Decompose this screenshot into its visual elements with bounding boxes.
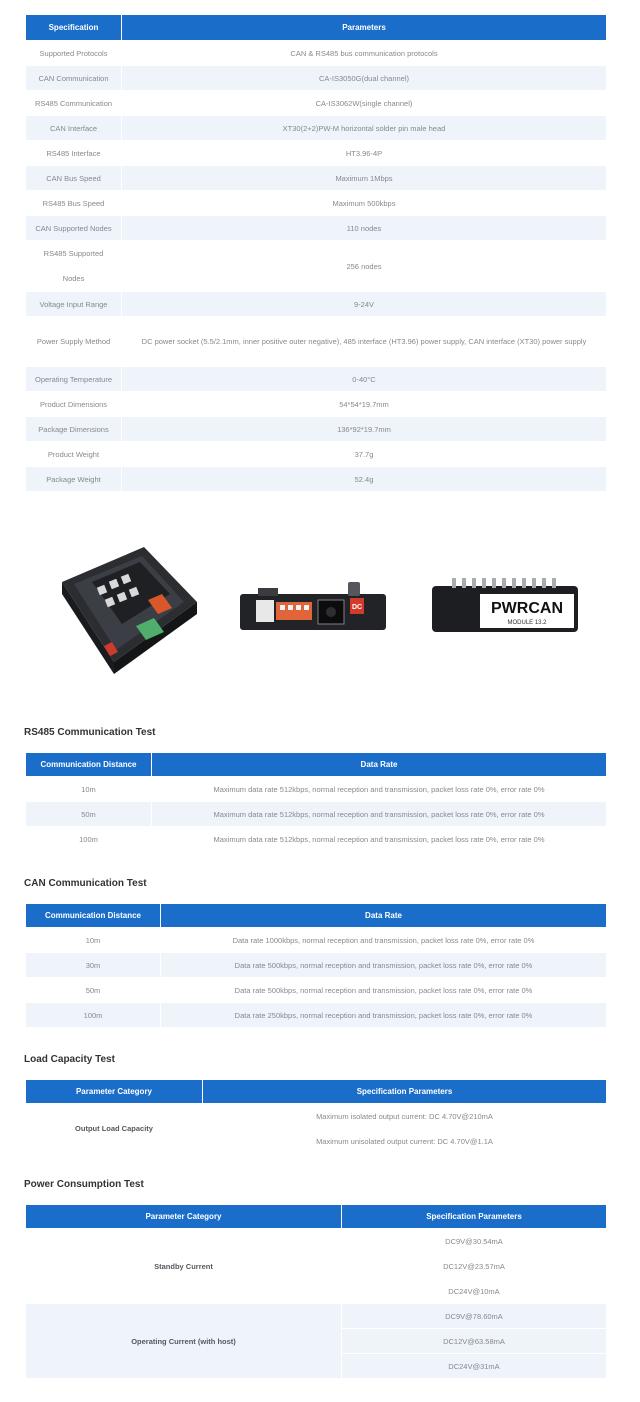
- distance-cell: 50m: [26, 802, 152, 827]
- spec-value: 9-24V: [122, 292, 607, 317]
- rate-cell: Data rate 250kbps, normal reception and transmission, packet loss rate 0%, error rate 0%: [161, 1003, 607, 1028]
- spec-value: XT30(2+2)PW-M horizontal solder pin male head: [122, 116, 607, 141]
- rate-cell: Data rate 500kbps, normal reception and transmission, packet loss rate 0%, error rate 0%: [161, 953, 607, 978]
- rate-cell: Data rate 1000kbps, normal reception and transmission, packet loss rate 0%, error rate 0%: [161, 928, 607, 953]
- rate-cell: Data rate 500kbps, normal reception and transmission, packet loss rate 0%, error rate 0%: [161, 978, 607, 1003]
- rate-cell: Maximum data rate 512kbps, normal reception and transmission, packet loss rate 0%, error rate 0%: [152, 777, 607, 802]
- spec-label: Product Weight: [26, 442, 122, 467]
- spec-table: [25, 14, 607, 492]
- parameter-cell: Maximum isolated output current: DC 4.70V@210mA: [203, 1104, 607, 1129]
- table-row: [26, 928, 607, 953]
- spec-value: 54*54*19.7mm: [122, 392, 607, 417]
- spec-value: CA-IS3050G(dual channel): [122, 66, 607, 91]
- spec-label: RS485 Interface: [26, 141, 122, 166]
- rate-cell: Maximum data rate 512kbps, normal reception and transmission, packet loss rate 0%, error rate 0%: [152, 802, 607, 827]
- table-row: [26, 116, 607, 141]
- spec-header-specification: Specification: [26, 15, 122, 41]
- table-row: [26, 91, 607, 116]
- spec-label: RS485 Bus Speed: [26, 191, 122, 216]
- spec-label: Operating Temperature: [26, 367, 122, 392]
- parameter-cell: DC9V@30.54mA: [342, 1229, 607, 1254]
- load-header-parameters: Specification Parameters: [203, 1080, 607, 1104]
- spec-value: 52.4g: [122, 467, 607, 492]
- spec-value: HT3.96-4P: [122, 141, 607, 166]
- parameter-cell: DC12V@63.58mA: [342, 1329, 607, 1354]
- product-name-label: PWRCAN: [491, 600, 563, 617]
- power-test-title: Power Consumption Test: [24, 1179, 144, 1190]
- product-photos: [0, 520, 640, 700]
- distance-cell: 30m: [26, 953, 161, 978]
- rs485-test-title: RS485 Communication Test: [24, 727, 156, 738]
- spec-label: RS485 Supported Nodes: [26, 241, 122, 292]
- spec-label: Supported Protocols: [26, 41, 122, 66]
- can-header-rate: Data Rate: [161, 904, 607, 928]
- table-row: [26, 1104, 607, 1129]
- product-image-label: [430, 570, 580, 636]
- table-row: [26, 141, 607, 166]
- spec-label: Product Dimensions: [26, 392, 122, 417]
- spec-value: CA-IS3062W(single channel): [122, 91, 607, 116]
- rs485-test-table: [25, 752, 607, 852]
- distance-cell: 100m: [26, 1003, 161, 1028]
- category-cell: Standby Current: [26, 1229, 342, 1304]
- spec-value: 110 nodes: [122, 216, 607, 241]
- category-cell: Operating Current (with host): [26, 1304, 342, 1379]
- spec-value: Maximum 1Mbps: [122, 166, 607, 191]
- table-row: [26, 417, 607, 442]
- rs485-header-distance: Communication Distance: [26, 753, 152, 777]
- table-row: [26, 216, 607, 241]
- can-test-title: CAN Communication Test: [24, 878, 147, 889]
- category-cell: Output Load Capacity: [26, 1104, 203, 1154]
- load-header-category: Parameter Category: [26, 1080, 203, 1104]
- spec-label: Voltage Input Range: [26, 292, 122, 317]
- table-row: [26, 978, 607, 1003]
- table-row: [26, 827, 607, 852]
- spec-value: CAN & RS485 bus communication protocols: [122, 41, 607, 66]
- spec-label: Power Supply Method: [26, 317, 122, 367]
- spec-label: CAN Bus Speed: [26, 166, 122, 191]
- spec-value: 0-40°C: [122, 367, 607, 392]
- load-test-title: Load Capacity Test: [24, 1054, 115, 1065]
- power-header-category: Parameter Category: [26, 1205, 342, 1229]
- load-test-table: [25, 1079, 607, 1154]
- spec-label: Package Dimensions: [26, 417, 122, 442]
- spec-header-parameters: Parameters: [122, 15, 607, 41]
- spec-label: CAN Communication: [26, 66, 122, 91]
- table-row: [26, 802, 607, 827]
- distance-cell: 10m: [26, 928, 161, 953]
- table-row: [26, 367, 607, 392]
- table-row: [26, 1304, 607, 1329]
- parameter-cell: DC24V@10mA: [342, 1279, 607, 1304]
- spec-label: CAN Interface: [26, 116, 122, 141]
- spec-label: CAN Supported Nodes: [26, 216, 122, 241]
- can-test-table: [25, 903, 607, 1028]
- can-header-distance: Communication Distance: [26, 904, 161, 928]
- table-row: [26, 317, 607, 367]
- table-row: [26, 467, 607, 492]
- table-row: [26, 66, 607, 91]
- product-image-side: [238, 580, 388, 636]
- spec-value: DC power socket (5.5/2.1mm, inner positive outer negative), 485 interface (HT3.96) power supply, CAN interface (XT30) power supply: [122, 317, 607, 367]
- rate-cell: Maximum data rate 512kbps, normal reception and transmission, packet loss rate 0%, error rate 0%: [152, 827, 607, 852]
- table-row: [26, 777, 607, 802]
- table-row: [26, 292, 607, 317]
- parameter-cell: DC9V@78.60mA: [342, 1304, 607, 1329]
- table-row: [26, 1003, 607, 1028]
- table-row: [26, 166, 607, 191]
- spec-value: 37.7g: [122, 442, 607, 467]
- table-row: [26, 191, 607, 216]
- parameter-cell: Maximum unisolated output current: DC 4.70V@1.1A: [203, 1129, 607, 1154]
- spec-value: 256 nodes: [122, 241, 607, 292]
- table-row: [26, 442, 607, 467]
- distance-cell: 50m: [26, 978, 161, 1003]
- distance-cell: 10m: [26, 777, 152, 802]
- dc-badge-label: DC: [351, 604, 363, 611]
- product-sub-label: MODULE 13.2: [507, 620, 547, 626]
- table-row: [26, 953, 607, 978]
- table-row: [26, 41, 607, 66]
- table-row: [26, 392, 607, 417]
- spec-value: 136*92*19.7mm: [122, 417, 607, 442]
- spec-value: Maximum 500kbps: [122, 191, 607, 216]
- table-row: [26, 1229, 607, 1254]
- spec-label: Package Weight: [26, 467, 122, 492]
- product-image-angled: [52, 542, 202, 677]
- distance-cell: 100m: [26, 827, 152, 852]
- parameter-cell: DC24V@31mA: [342, 1354, 607, 1379]
- power-test-table: [25, 1204, 607, 1379]
- parameter-cell: DC12V@23.57mA: [342, 1254, 607, 1279]
- spec-label: RS485 Communication: [26, 91, 122, 116]
- rs485-header-rate: Data Rate: [152, 753, 607, 777]
- table-row: [26, 241, 607, 292]
- power-header-parameters: Specification Parameters: [342, 1205, 607, 1229]
